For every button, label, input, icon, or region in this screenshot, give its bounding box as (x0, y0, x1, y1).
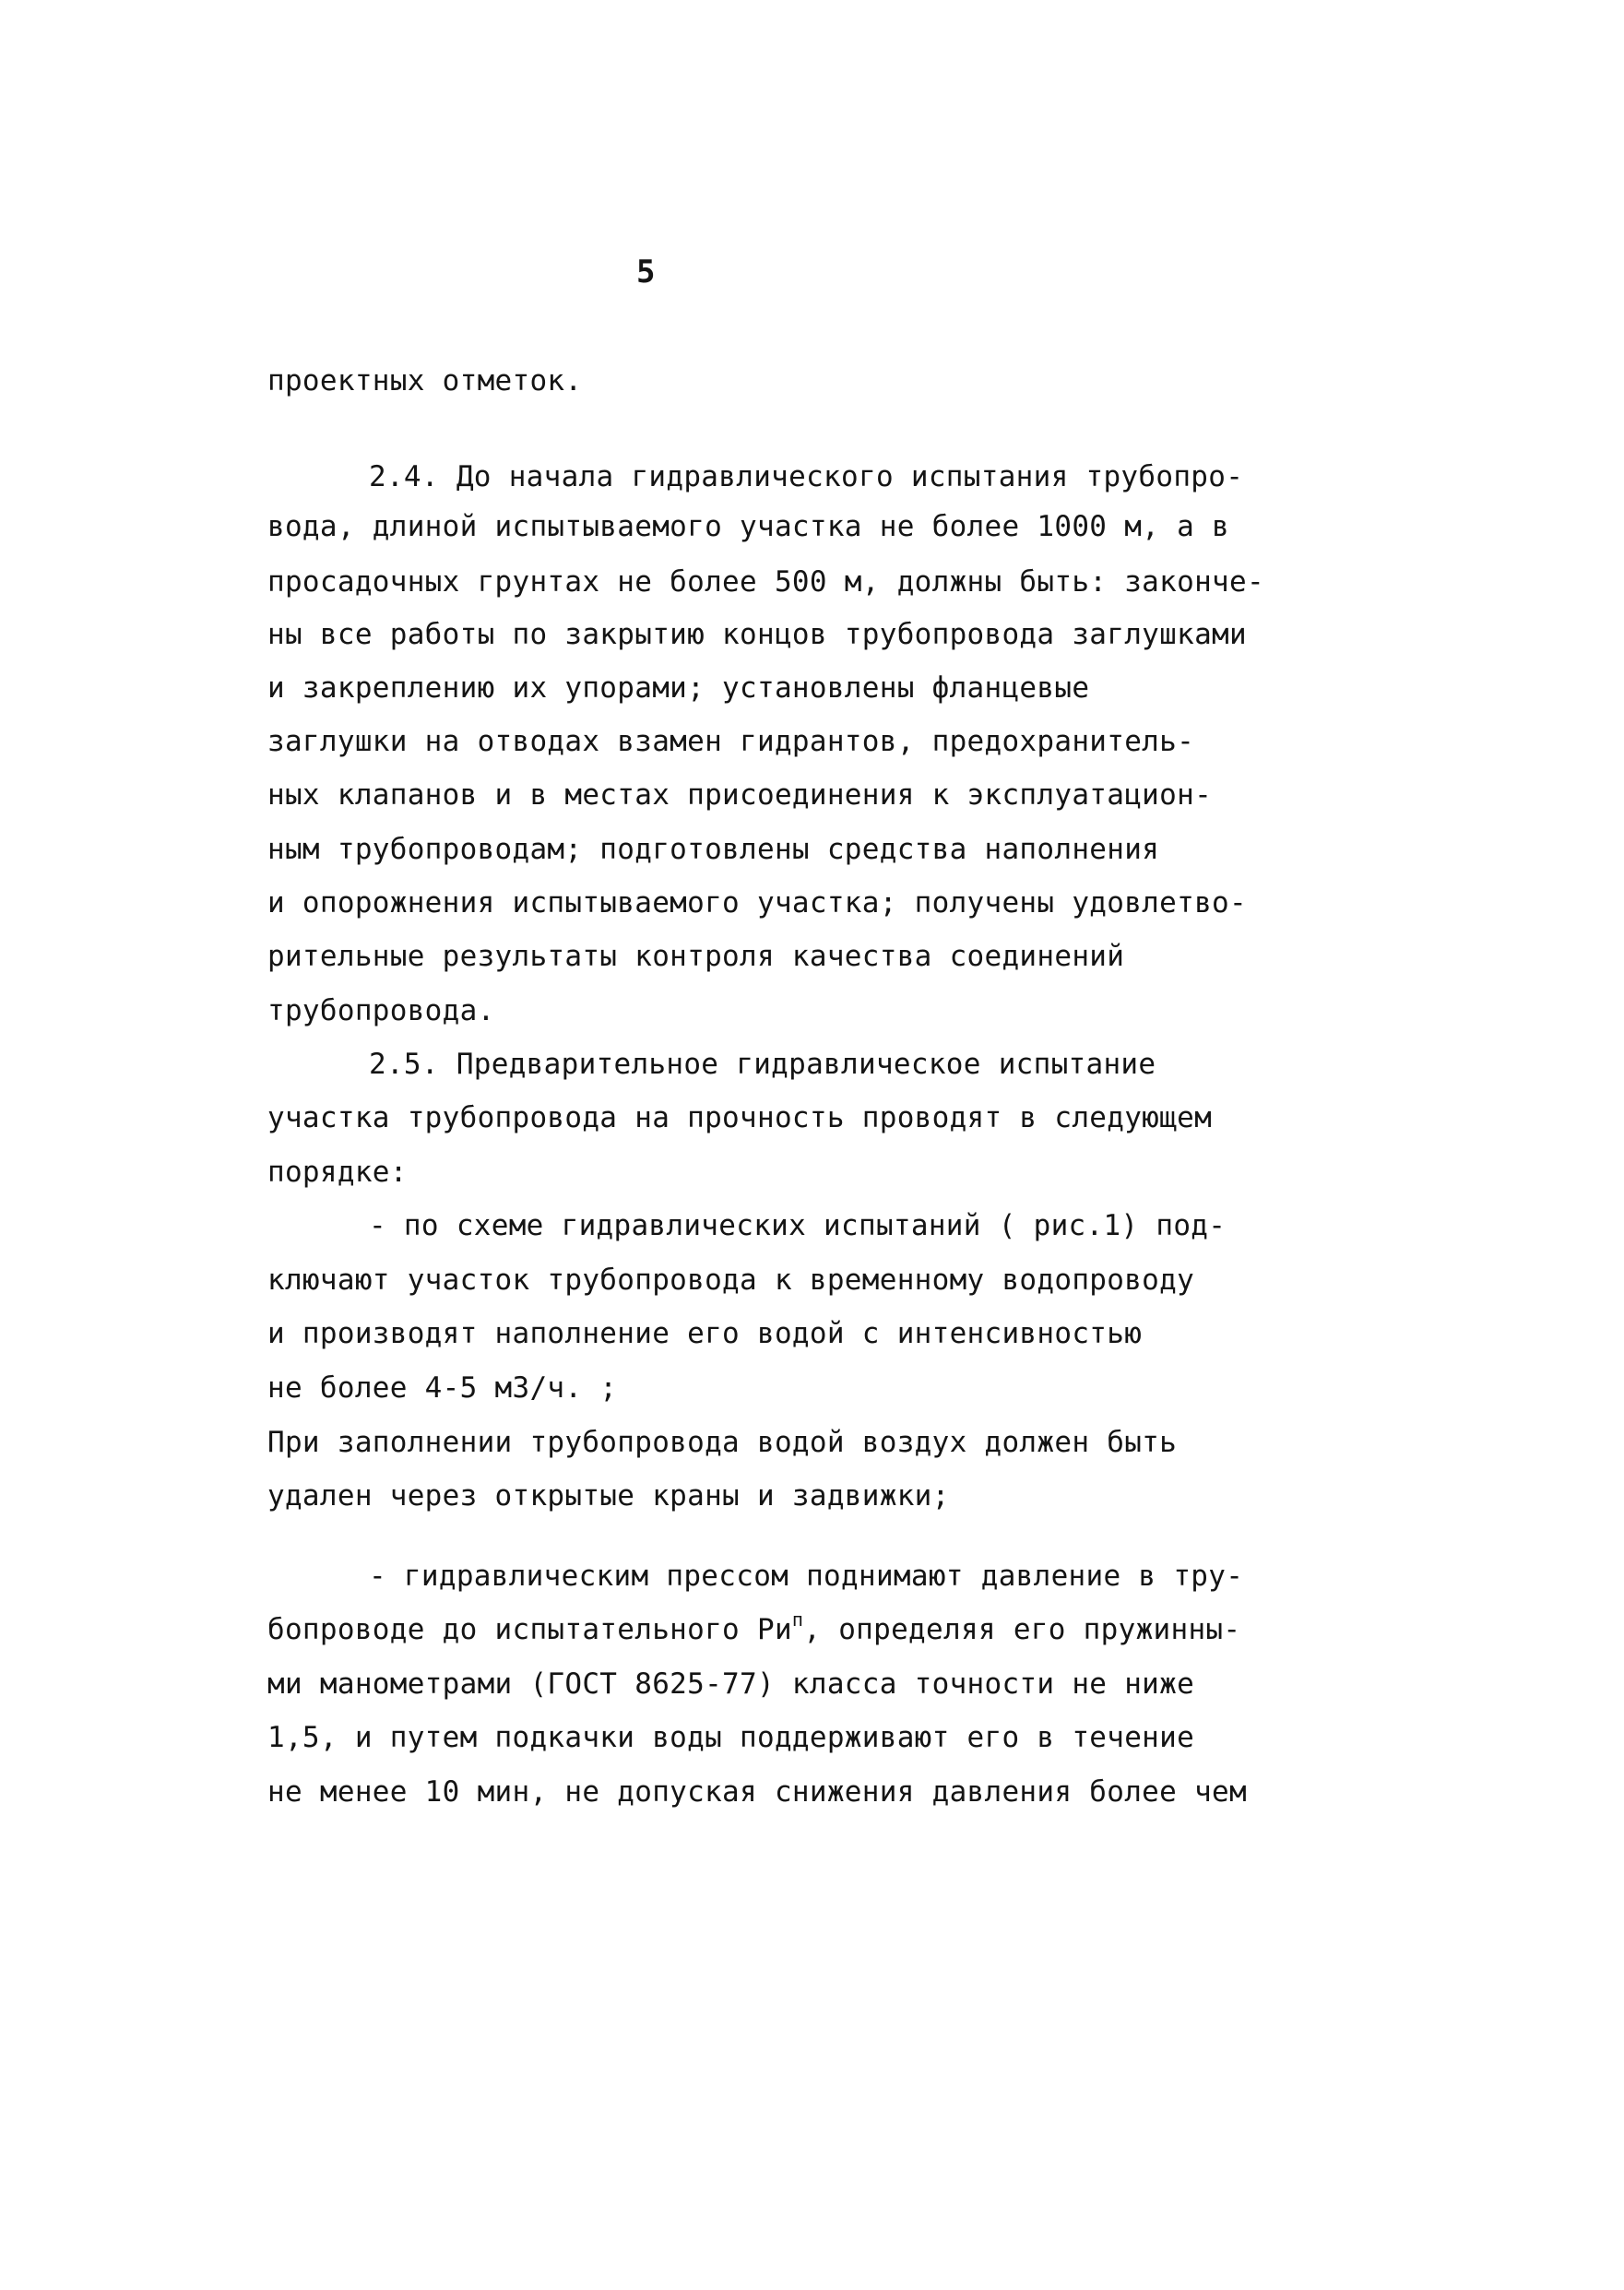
text-line: трубопровода. (267, 994, 495, 1027)
page-number: 5 (636, 254, 656, 291)
text-line: - гидравлическим прессом поднимают давление в тру- (369, 1560, 1244, 1593)
superscript: п (791, 1608, 804, 1631)
text-line: рительные результаты контроля качества соединений (267, 940, 1125, 973)
text-line: 1,5, и путем подкачки воды поддерживают его в течение (267, 1721, 1195, 1754)
text-line: и опорожнения испытываемого участка; получены удовлетво- (267, 886, 1247, 920)
text-line: участка трубопровода на прочность проводят в следующем (267, 1101, 1213, 1134)
line-text: бопроводе до испытательного Ри (267, 1613, 792, 1646)
text-line: ных клапанов и в местах присоединения к эксплуатацион- (267, 778, 1213, 812)
line-text: , определяя его пружинны- (803, 1613, 1241, 1646)
text-line: ми манометрами (ГОСТ 8625-77) класса точности не ниже (267, 1667, 1195, 1701)
text-line: ключают участок трубопровода к временному водопроводу (267, 1264, 1195, 1297)
text-line: не более 4-5 м3/ч. ; (267, 1371, 618, 1405)
text-line: не менее 10 мин, не допуская снижения давления более чем (267, 1775, 1247, 1809)
text-line: и закреплению их упорами; установлены фланцевые (267, 671, 1090, 705)
text-line: вода, длиной испытываемого участка не более 1000 м, а в (267, 510, 1229, 543)
text-line: При заполнении трубопровода водой воздух должен быть (267, 1426, 1178, 1459)
text-line: порядке: (267, 1156, 408, 1189)
text-line: 2.5. Предварительное гидравлическое испытание (369, 1048, 1156, 1081)
text-line: ным трубопроводам; подготовлены средства наполнения (267, 833, 1160, 866)
text-line: и производят наполнение его водой с интенсивностью (267, 1317, 1143, 1350)
text-line: ны все работы по закрытию концов трубопровода заглушками (267, 618, 1247, 651)
text-line: проектных отметок. (267, 364, 583, 397)
text-line: удален через открытые краны и задвижки; (267, 1479, 950, 1513)
text-line (267, 1608, 1241, 1646)
text-line: 2.4. До начала гидравлического испытания трубопро- (369, 460, 1244, 493)
text-line: просадочных грунтах не более 500 м, должны быть: законче- (267, 565, 1264, 599)
text-line: - по схеме гидравлических испытаний ( рис.1) под- (369, 1209, 1227, 1242)
text-line: заглушки на отводах взамен гидрантов, предохранитель- (267, 725, 1195, 758)
